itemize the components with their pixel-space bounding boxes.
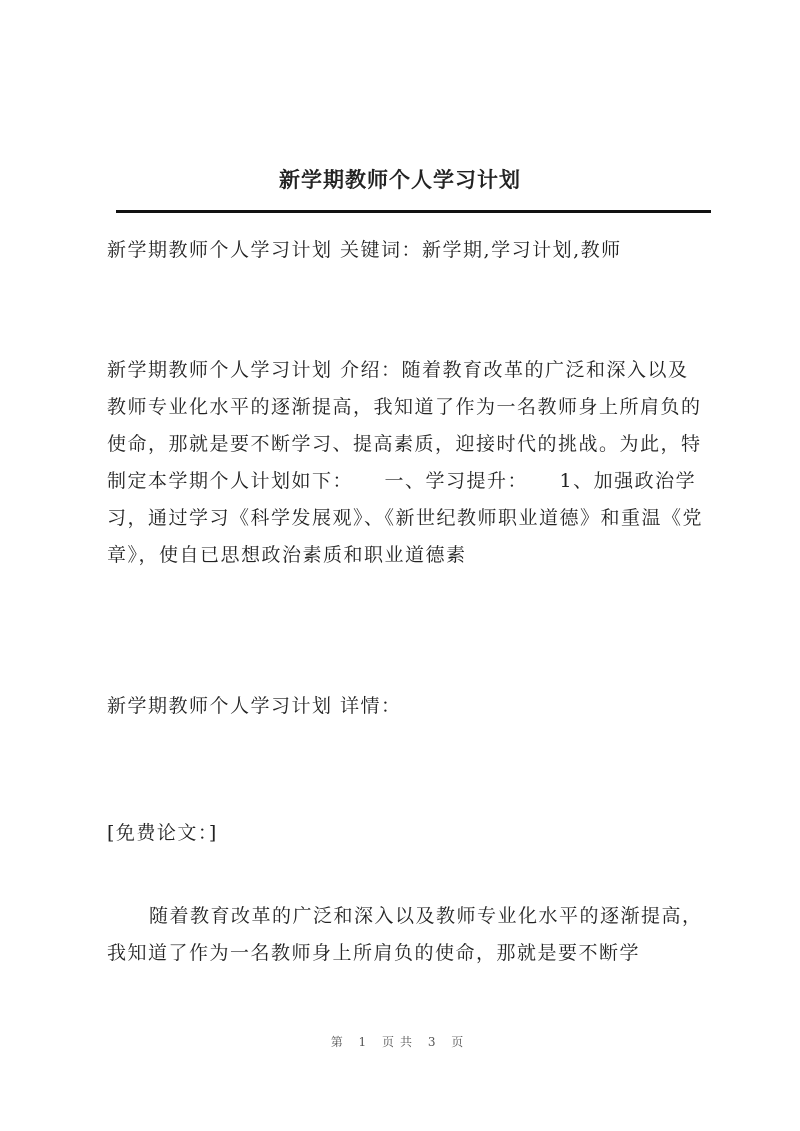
detail-heading: 新学期教师个人学习计划 详情： [107, 695, 402, 717]
keywords-line: 新学期教师个人学习计划 关键词：新学期,学习计划,教师 [107, 239, 622, 261]
title-divider [116, 210, 711, 213]
page-footer: 第 1 页共 3 页 [330, 1035, 470, 1049]
body-paragraph: 随着教育改革的广泛和深入以及教师专业化水平的逐渐提高，我知道了作为一名教师身上所肩负的使命，那就是要不断学 [107, 905, 703, 964]
document-title: 新学期教师个人学习计划 [279, 167, 521, 192]
intro-paragraph: 新学期教师个人学习计划 介绍：随着教育改革的广泛和深入以及教师专业化水平的逐渐提高，我知道了作为一名教师身上所肩负的使命，那就是要不断学习、提高素质，迎接时代的挑战。为此，特制定本学期个人计划如下： 一、学习提升： 1、加强政治学习，通过学习《科学发展观》、《新世纪教师职业道德》和重温《党章》，使自已思想政治素质和职业道德素 [107, 359, 704, 566]
free-paper-label: [免费论文：] [107, 822, 218, 844]
